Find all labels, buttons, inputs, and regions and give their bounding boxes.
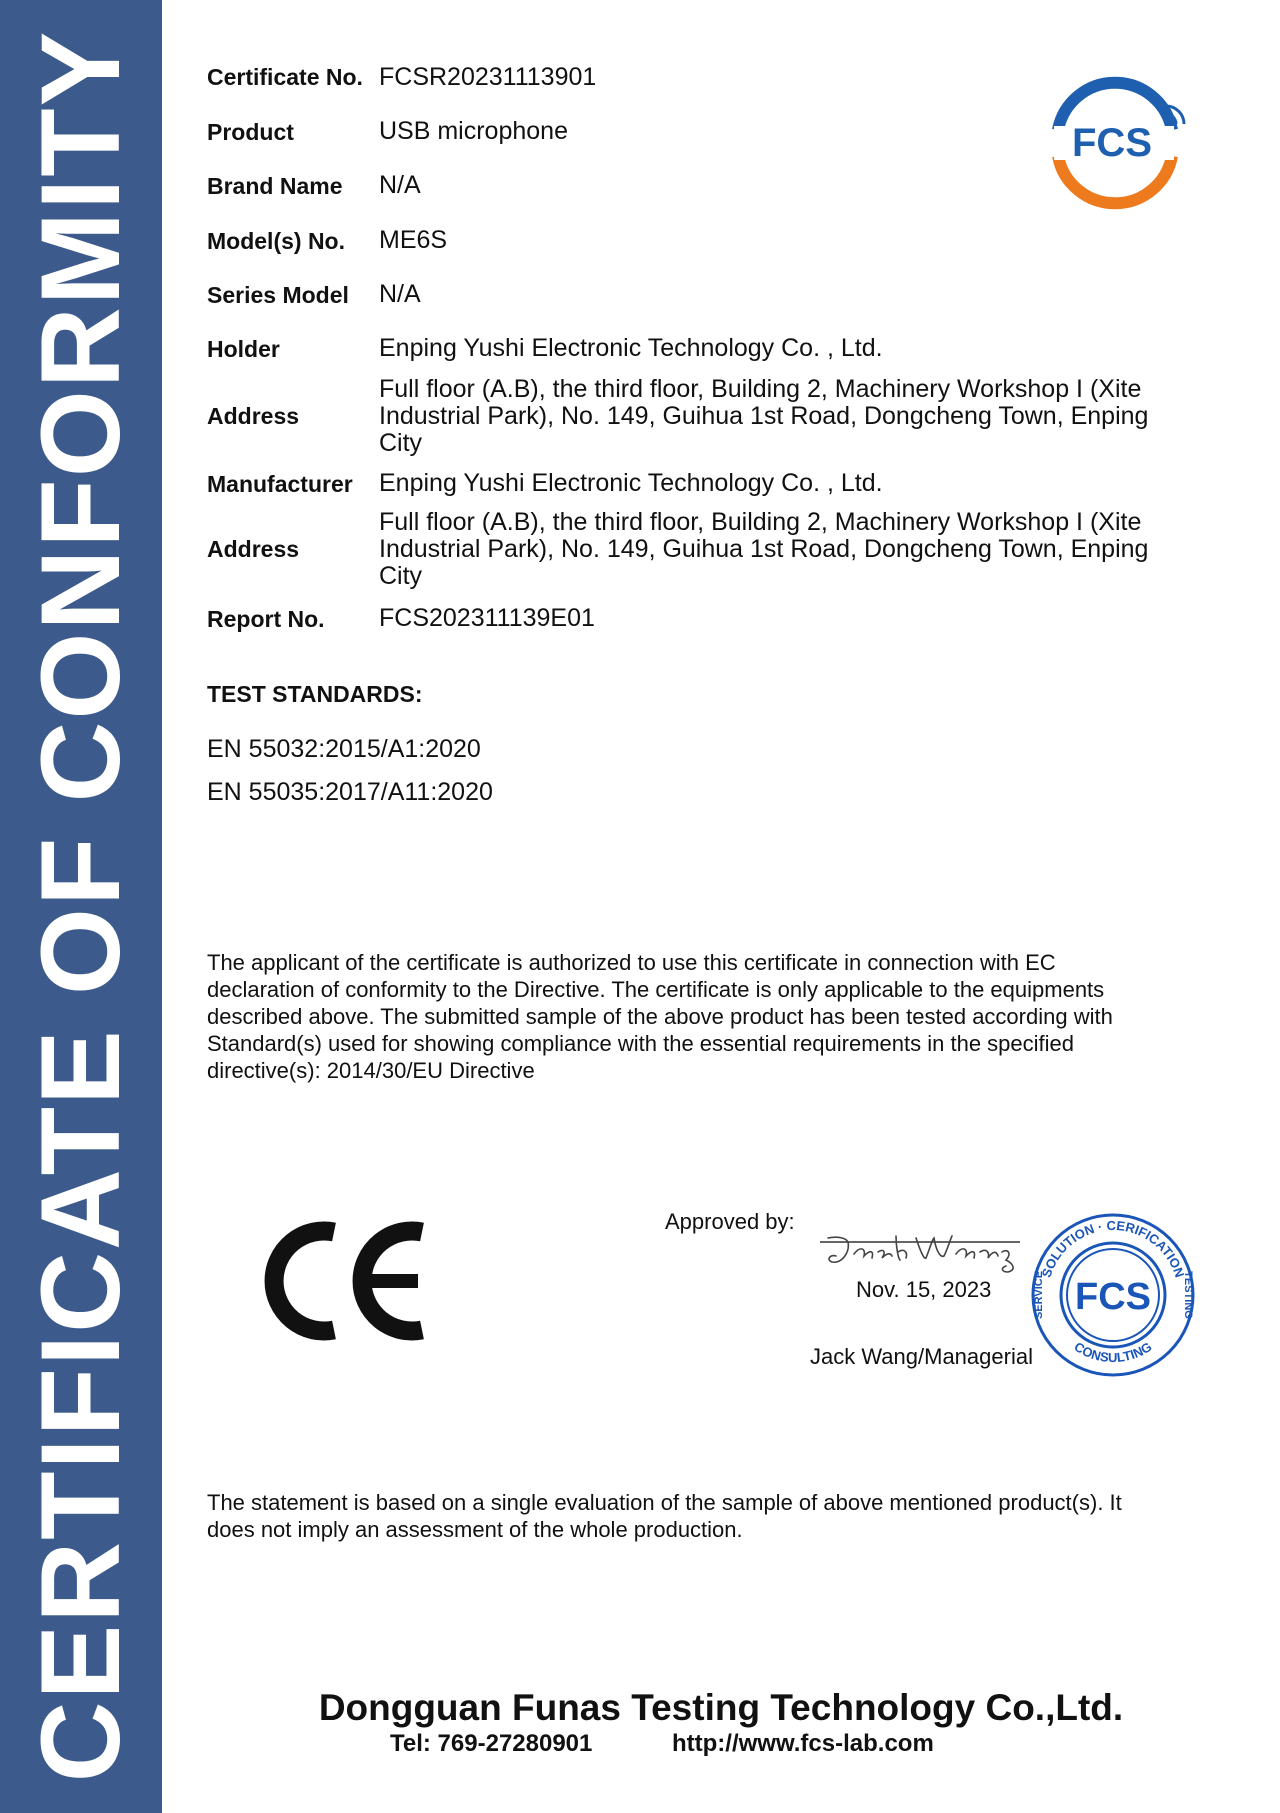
test-standard-item: EN 55032:2015/A1:2020 xyxy=(207,735,481,763)
approved-by-label: Approved by: xyxy=(665,1209,795,1234)
holder-label: Holder xyxy=(207,336,280,362)
disclaimer-line: does not imply an assessment of the whole production. xyxy=(207,1517,743,1542)
statement-line: described above. The submitted sample of the above product has been tested according with xyxy=(207,1004,1113,1029)
certificate-no-label: Certificate No. xyxy=(207,64,363,90)
manufacturer-value: Enping Yushi Electronic Technology Co. , Ltd. xyxy=(379,469,883,497)
report-no-label: Report No. xyxy=(207,606,325,632)
footer-company-name: Dongguan Funas Testing Technology Co.,Ltd. xyxy=(318,1687,1124,1728)
series-model-value: N/A xyxy=(379,280,421,308)
manufacturer-address-label: Address xyxy=(207,536,300,562)
model-no-label: Model(s) No. xyxy=(207,228,345,254)
logo-text: FCS xyxy=(1072,121,1152,165)
disclaimer-paragraph xyxy=(207,1489,1207,1543)
footer-website: http://www.fcs-lab.com xyxy=(672,1730,934,1757)
brand-name-value: N/A xyxy=(379,171,421,199)
manufacturer-address-line: Industrial Park), No. 149, Guihua 1st Road, Dongcheng Town, Enping xyxy=(379,535,1149,563)
sidebar-banner xyxy=(0,0,162,1813)
seal-ring-top: SOLUTION · CERIFICATION xyxy=(1038,1217,1188,1280)
product-label: Product xyxy=(207,119,294,145)
series-model-label: Series Model xyxy=(207,282,349,308)
sidebar-title: CERTIFICATE OF CONFORMITY xyxy=(18,29,143,1783)
footer-tel: Tel: 769-27280901 xyxy=(390,1730,593,1757)
svg-text:CONSULTING xyxy=(1072,1339,1155,1365)
disclaimer-line: The statement is based on a single evaluation of the sample of above mentioned product(s). It xyxy=(207,1490,1122,1515)
model-no-value: ME6S xyxy=(379,226,448,254)
test-standard-item: EN 55035:2017/A11:2020 xyxy=(207,778,493,806)
seal-ring-right: TESTING xyxy=(1182,1271,1194,1319)
seal-ring-left: SERVICE xyxy=(1033,1270,1045,1320)
statement-paragraph xyxy=(207,949,1207,1084)
holder-address-label: Address xyxy=(207,403,300,429)
report-no-value: FCS202311139E01 xyxy=(379,604,595,632)
approval-date: Nov. 15, 2023 xyxy=(856,1277,992,1302)
manufacturer-address-line: Full floor (A.B), the third floor, Building 2, Machinery Workshop I (Xite xyxy=(379,508,1142,536)
holder-value: Enping Yushi Electronic Technology Co. , Ltd. xyxy=(379,334,883,362)
manufacturer-label: Manufacturer xyxy=(207,471,353,497)
certificate-no-value: FCSR20231113901 xyxy=(379,63,597,91)
brand-name-label: Brand Name xyxy=(207,173,343,199)
fcs-seal xyxy=(1028,1212,1198,1378)
holder-address-line: City xyxy=(379,429,423,457)
signature xyxy=(820,1228,1020,1274)
test-standards-title: TEST STANDARDS: xyxy=(207,681,423,707)
ce-mark xyxy=(262,1218,432,1344)
statement-line: The applicant of the certificate is authorized to use this certificate in connection with EC xyxy=(207,950,1056,975)
product-value: USB microphone xyxy=(379,117,568,145)
manufacturer-address-line: City xyxy=(379,562,423,590)
statement-line: Standard(s) used for showing compliance with the essential requirements in the specified xyxy=(207,1031,1075,1056)
signer-name: Jack Wang/Managerial xyxy=(810,1344,1033,1369)
statement-line: declaration of conformity to the Directive. The certificate is only applicable to the equipments xyxy=(207,977,1105,1002)
statement-line: directive(s): 2014/30/EU Directive xyxy=(207,1058,535,1083)
holder-address-line: Full floor (A.B), the third floor, Building 2, Machinery Workshop I (Xite xyxy=(379,375,1142,403)
holder-address-value xyxy=(379,376,1280,457)
manufacturer-address-value xyxy=(379,509,1280,590)
seal-center-text: FCS xyxy=(1075,1276,1151,1318)
seal-ring-bottom: CONSULTING xyxy=(1071,1338,1155,1366)
holder-address-line: Industrial Park), No. 149, Guihua 1st Road, Dongcheng Town, Enping xyxy=(379,402,1149,430)
